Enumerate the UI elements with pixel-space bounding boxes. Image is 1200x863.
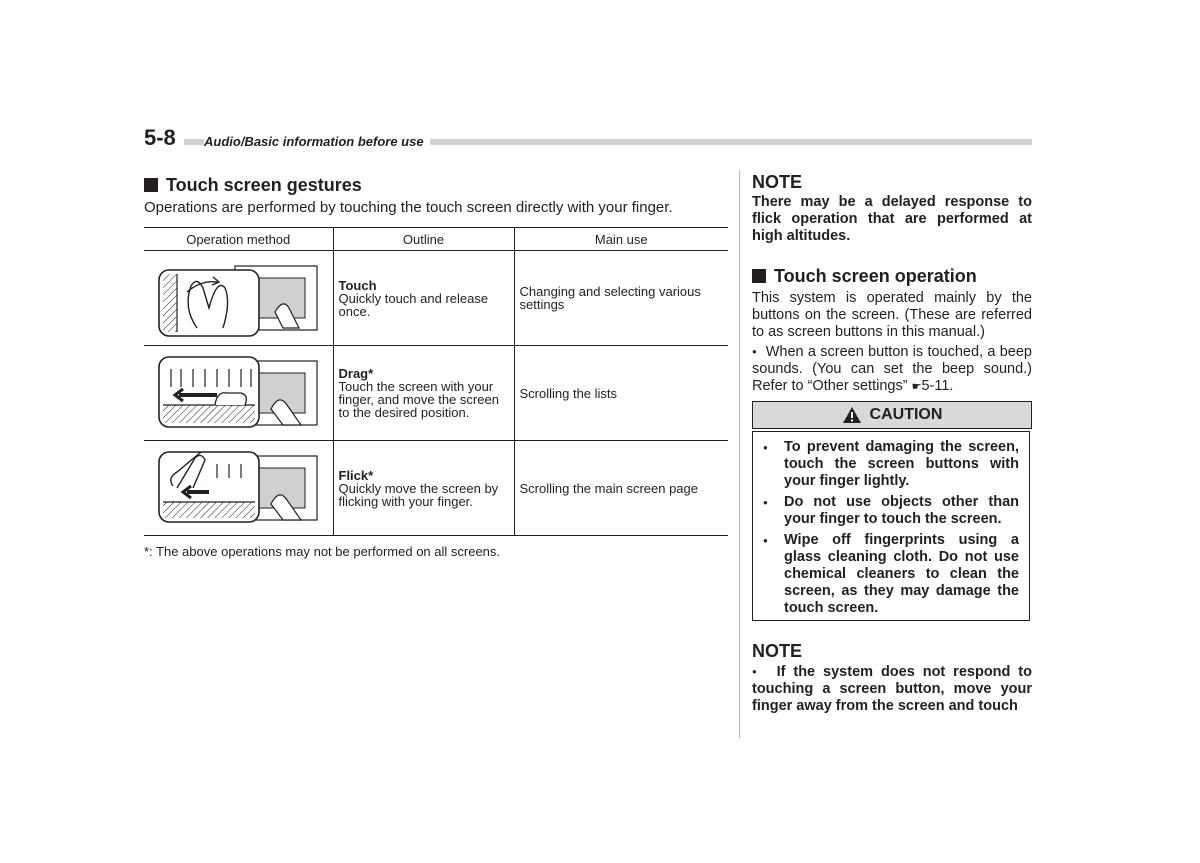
operation-bullet xyxy=(752,343,1032,396)
caution-header xyxy=(752,401,1032,429)
gesture-name: Touch xyxy=(338,277,377,293)
outline-cell xyxy=(333,441,514,536)
gesture-name: Flick* xyxy=(338,467,374,483)
note-heading: NOTE xyxy=(752,641,803,661)
section-square-icon xyxy=(144,178,158,192)
list-item: ● Do not use objects other than your finger to touch the screen. xyxy=(763,494,1019,528)
flick-gesture-icon xyxy=(157,448,319,528)
caution-heading: CAUTION xyxy=(869,406,943,423)
table-footnote: *: The above operations may not be performed on all screens. xyxy=(144,544,501,559)
running-head: Audio/Basic information before use xyxy=(204,134,430,150)
caution-list xyxy=(763,439,1019,617)
page-reference: 5-11. xyxy=(921,378,954,394)
column-header: Outline xyxy=(333,228,514,251)
table-header-row xyxy=(144,228,728,251)
note-text: If the system does not respond to touching a screen button, move your finger away from the screen and touch xyxy=(752,664,1032,714)
operation-paragraph: This system is operated mainly by the buttons on the screen. (These are referred to as screen buttons in this manual.) xyxy=(752,290,1032,340)
section-title-operation: Touch screen operation xyxy=(752,265,977,287)
note-bullet xyxy=(752,663,1032,715)
note-heading: NOTE xyxy=(752,172,803,192)
bullet-icon: ● xyxy=(752,667,761,676)
section-square-icon xyxy=(752,269,766,283)
table-row xyxy=(144,441,728,536)
outline-cell xyxy=(333,346,514,441)
gesture-outline: Quickly touch and release once. xyxy=(338,290,489,319)
warning-triangle-icon xyxy=(842,406,862,424)
note-text: There may be a delayed response to flick operation that are performed at high altitudes. xyxy=(752,194,1032,244)
gesture-outline: Touch the screen with your finger, and move the screen to the desired position. xyxy=(338,379,499,420)
intro-text: Operations are performed by touching the touch screen directly with your finger. xyxy=(144,199,673,216)
touch-gesture-icon xyxy=(157,258,319,338)
column-header: Operation method xyxy=(144,228,333,251)
list-item: ● To prevent damaging the screen, touch the screen buttons with your finger lightly. xyxy=(763,439,1019,490)
section-title-gestures: Touch screen gestures xyxy=(144,174,362,196)
illustration-cell xyxy=(144,251,333,346)
page-number: 5-8 xyxy=(144,124,184,152)
main-use-cell: Scrolling the main screen page xyxy=(514,441,728,536)
gestures-table xyxy=(144,227,728,536)
column-divider xyxy=(739,170,740,738)
gesture-outline: Quickly move the screen by flicking with your finger. xyxy=(338,480,499,509)
table-row xyxy=(144,251,728,346)
outline-cell xyxy=(333,251,514,346)
main-use-cell: Changing and selecting various settings xyxy=(514,251,728,346)
bullet-text: When a screen button is touched, a beep sounds. (You can set the beep sound.) Refer to “Other settings” xyxy=(752,344,1032,394)
drag-gesture-icon xyxy=(157,353,319,433)
bullet-icon: ● xyxy=(752,347,758,356)
main-use-cell: Scrolling the lists xyxy=(514,346,728,441)
illustration-cell xyxy=(144,441,333,536)
list-item: ● Wipe off fingerprints using a glass cleaning cloth. Do not use chemical cleaners to clean the screen, as they may damage the touch screen. xyxy=(763,532,1019,617)
caution-box xyxy=(752,431,1030,621)
column-header: Main use xyxy=(514,228,728,251)
page-reference-icon: ☛ xyxy=(911,381,922,393)
gesture-name: Drag* xyxy=(338,366,374,381)
table-row xyxy=(144,346,728,441)
illustration-cell xyxy=(144,346,333,441)
